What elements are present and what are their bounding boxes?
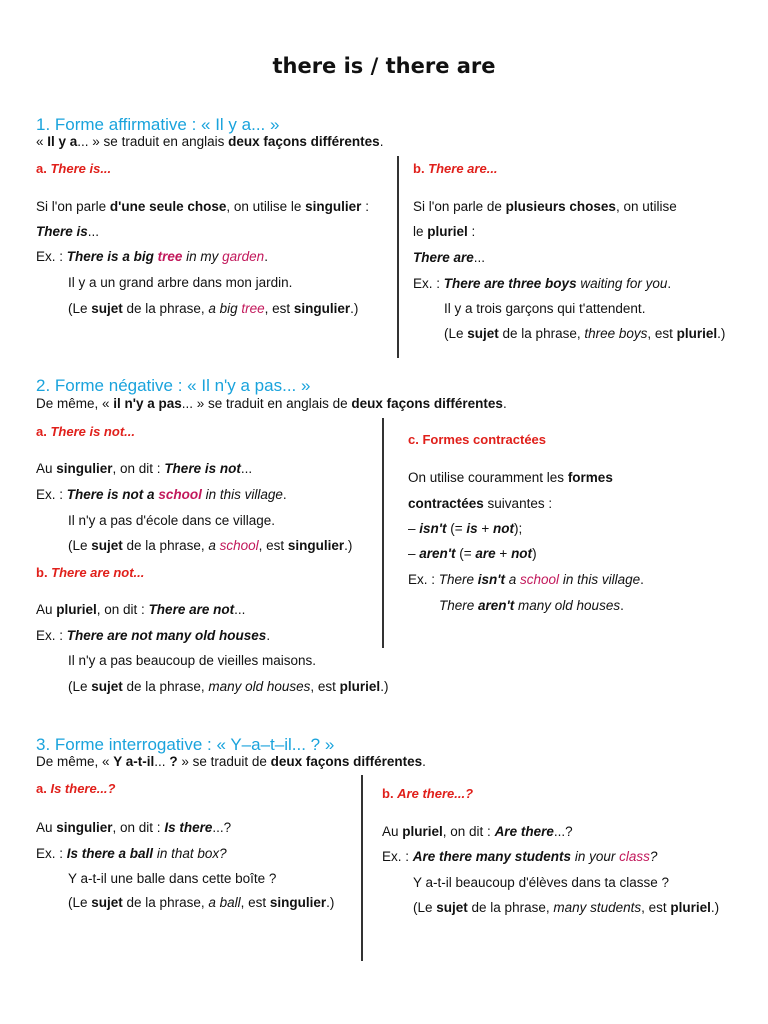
section-3-title: 3. Forme interrogative : « Y–a–t–il... ? » bbox=[36, 735, 335, 754]
section-3a-note: (Le sujet de la phrase, a ball, est singulier.) bbox=[68, 895, 335, 910]
section-1b-example: Ex. : There are three boys waiting for you. bbox=[413, 276, 672, 291]
section-1b-note: (Le sujet de la phrase, three boys, est pluriel.) bbox=[444, 326, 726, 341]
section-3a-example: Ex. : Is there a ball in that box? bbox=[36, 846, 227, 861]
section-3a-translation: Y a-t-il une balle dans cette boîte ? bbox=[68, 871, 277, 886]
section-1a-example: Ex. : There is a big tree in my garden. bbox=[36, 249, 268, 264]
section-2c-example-2: There aren't many old houses. bbox=[439, 598, 624, 613]
section-3a-heading: a. Is there...? bbox=[36, 781, 116, 796]
section-3b-heading: b. Are there...? bbox=[382, 786, 474, 801]
section-1a-form: There is... bbox=[36, 224, 100, 239]
section-3b-example: Ex. : Are there many students in your class? bbox=[382, 849, 658, 864]
section-1b-form: There are... bbox=[413, 250, 486, 265]
section-2b-note: (Le sujet de la phrase, many old houses, est pluriel.) bbox=[68, 679, 389, 694]
section-2a-heading: a. There is not... bbox=[36, 424, 135, 439]
section-1-title: 1. Forme affirmative : « Il y a... » bbox=[36, 115, 280, 134]
section-2c-arent: – aren't (= are + not) bbox=[408, 546, 537, 561]
section-2b-example: Ex. : There are not many old houses. bbox=[36, 628, 271, 643]
section-2c-text: On utilise couramment les formes bbox=[408, 470, 613, 485]
section-3a-rule: Au singulier, on dit : Is there...? bbox=[36, 820, 232, 835]
section-2-title: 2. Forme négative : « Il n'y a pas... » bbox=[36, 376, 311, 395]
section-2a-note: (Le sujet de la phrase, a school, est singulier.) bbox=[68, 538, 353, 553]
section-2-intro: De même, « il n'y a pas... » se traduit en anglais de deux façons différentes. bbox=[36, 396, 507, 411]
column-divider-3 bbox=[361, 775, 363, 961]
section-3b-rule: Au pluriel, on dit : Are there...? bbox=[382, 824, 573, 839]
section-2a-rule: Au singulier, on dit : There is not... bbox=[36, 461, 253, 476]
section-1a-note: (Le sujet de la phrase, a big tree, est singulier.) bbox=[68, 301, 359, 316]
section-2b-translation: Il n'y a pas beaucoup de vieilles maisons. bbox=[68, 653, 316, 668]
section-1a-rule: Si l'on parle d'une seule chose, on utilise le singulier : bbox=[36, 199, 369, 214]
section-2b-rule: Au pluriel, on dit : There are not... bbox=[36, 602, 246, 617]
section-2a-translation: Il n'y a pas d'école dans ce village. bbox=[68, 513, 276, 528]
section-2c-isnt: – isn't (= is + not); bbox=[408, 521, 523, 536]
section-3-intro: De même, « Y a-t-il... ? » se traduit de deux façons différentes. bbox=[36, 754, 426, 769]
section-2c-heading: c. Formes contractées bbox=[408, 432, 547, 447]
section-2c-example-1: Ex. : There isn't a school in this village. bbox=[408, 572, 644, 587]
section-1b-rule: Si l'on parle de plusieurs choses, on utilise bbox=[413, 199, 677, 214]
column-divider-2 bbox=[382, 418, 384, 648]
section-1a-translation: Il y a un grand arbre dans mon jardin. bbox=[68, 275, 293, 290]
section-3b-note: (Le sujet de la phrase, many students, est pluriel.) bbox=[413, 900, 720, 915]
section-2c-text-cont: contractées suivantes : bbox=[408, 496, 553, 511]
section-3b-translation: Y a-t-il beaucoup d'élèves dans ta classe ? bbox=[413, 875, 669, 890]
column-divider-1 bbox=[397, 156, 399, 358]
section-2a-example: Ex. : There is not a school in this village. bbox=[36, 487, 287, 502]
section-2b-heading: b. There are not... bbox=[36, 565, 145, 580]
section-1b-translation: Il y a trois garçons qui t'attendent. bbox=[444, 301, 646, 316]
section-1b-heading: b. There are... bbox=[413, 161, 498, 176]
page-title: there is / there are bbox=[272, 54, 496, 78]
section-1b-rule-cont: le pluriel : bbox=[413, 224, 476, 239]
section-1-intro: « Il y a... » se traduit en anglais deux façons différentes. bbox=[36, 134, 384, 149]
section-1a-heading: a. There is... bbox=[36, 161, 112, 176]
